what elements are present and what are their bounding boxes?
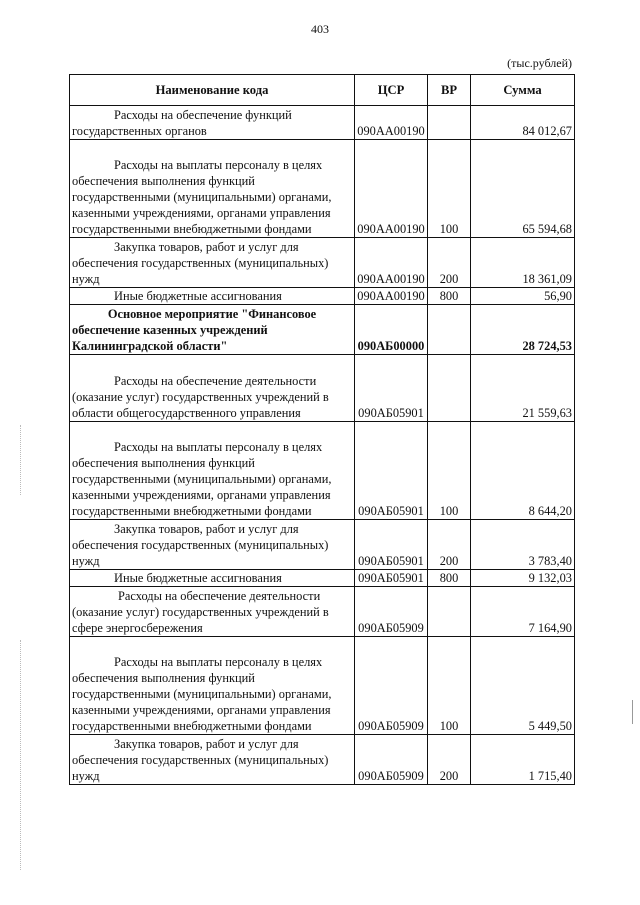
table-row bbox=[70, 106, 575, 140]
cell-name bbox=[70, 637, 355, 735]
table-body bbox=[70, 106, 575, 785]
cell-name-line: Расходы на выплаты персоналу в целях bbox=[114, 655, 323, 669]
table-row bbox=[70, 288, 575, 305]
cell-name bbox=[70, 422, 355, 520]
cell-sum: 56,90 bbox=[471, 288, 575, 305]
scan-margin-mark bbox=[20, 640, 22, 870]
cell-name-line: государственными внебюджетными фондами bbox=[72, 719, 312, 733]
cell-name-line: государственными (муниципальными) органами, bbox=[72, 190, 332, 204]
budget-table bbox=[69, 74, 575, 785]
cell-sum: 5 449,50 bbox=[471, 637, 575, 735]
cell-csr: 090АБ05901 bbox=[355, 422, 428, 520]
table-row bbox=[70, 735, 575, 785]
cell-name-line: обеспечения выполнения функций bbox=[72, 456, 255, 470]
cell-name-line: нужд bbox=[72, 272, 100, 286]
cell-vr: 200 bbox=[428, 520, 471, 570]
scan-margin-mark bbox=[20, 425, 22, 495]
cell-sum: 84 012,67 bbox=[471, 106, 575, 140]
cell-name-line: Расходы на обеспечение функций bbox=[114, 108, 292, 122]
cell-name-line: Расходы на обеспечение деятельности bbox=[118, 589, 321, 603]
table-row bbox=[70, 637, 575, 735]
cell-name bbox=[70, 355, 355, 422]
cell-name-line: Расходы на выплаты персоналу в целях bbox=[114, 440, 323, 454]
cell-sum: 3 783,40 bbox=[471, 520, 575, 570]
cell-name-line: обеспечения выполнения функций bbox=[72, 671, 255, 685]
cell-name bbox=[70, 735, 355, 785]
cell-name-line: обеспечения государственных (муниципальных) bbox=[72, 753, 329, 767]
cell-name-line: казенными учреждениями, органами управления bbox=[72, 488, 331, 502]
cell-name bbox=[70, 570, 355, 587]
cell-csr: 090АА00190 bbox=[355, 288, 428, 305]
cell-name-line: области общегосударственного управления bbox=[72, 406, 301, 420]
cell-vr: 100 bbox=[428, 140, 471, 238]
cell-csr: 090АБ05901 bbox=[355, 570, 428, 587]
cell-name bbox=[70, 520, 355, 570]
cell-name-line: государственных органов bbox=[72, 124, 207, 138]
cell-name-line: Закупка товаров, работ и услуг для bbox=[114, 737, 299, 751]
cell-name-line: нужд bbox=[72, 554, 100, 568]
cell-name-line: обеспечения государственных (муниципальных) bbox=[72, 256, 329, 270]
cell-csr: 090АА00190 bbox=[355, 238, 428, 288]
cell-name-line: Основное мероприятие "Финансовое bbox=[107, 307, 317, 321]
cell-csr: 090АБ05909 bbox=[355, 735, 428, 785]
cell-name bbox=[70, 587, 355, 637]
cell-vr bbox=[428, 106, 471, 140]
cell-sum: 65 594,68 bbox=[471, 140, 575, 238]
table-row bbox=[70, 520, 575, 570]
table-row bbox=[70, 238, 575, 288]
table-row bbox=[70, 422, 575, 520]
table-row bbox=[70, 587, 575, 637]
cell-vr: 800 bbox=[428, 570, 471, 587]
cell-name-line: государственными внебюджетными фондами bbox=[72, 222, 312, 236]
cell-csr: 090АБ05909 bbox=[355, 587, 428, 637]
cell-csr: 090АА00190 bbox=[355, 140, 428, 238]
cell-name bbox=[70, 305, 355, 355]
cell-name-line: обеспечения выполнения функций bbox=[72, 174, 255, 188]
cell-name-line: Расходы на выплаты персоналу в целях bbox=[114, 158, 323, 172]
cell-vr: 800 bbox=[428, 288, 471, 305]
cell-name-line: Иные бюджетные ассигнования bbox=[114, 571, 282, 585]
cell-name-line: Закупка товаров, работ и услуг для bbox=[114, 522, 299, 536]
cell-sum: 9 132,03 bbox=[471, 570, 575, 587]
cell-vr bbox=[428, 587, 471, 637]
units-label: (тыс.рублей) bbox=[507, 56, 572, 70]
cell-csr: 090АБ05901 bbox=[355, 520, 428, 570]
table-header-row bbox=[70, 75, 575, 106]
cell-name-line: государственными внебюджетными фондами bbox=[72, 504, 312, 518]
scan-edge-mark bbox=[632, 700, 634, 724]
cell-vr: 100 bbox=[428, 422, 471, 520]
table-row bbox=[70, 570, 575, 587]
cell-name bbox=[70, 106, 355, 140]
cell-sum: 21 559,63 bbox=[471, 355, 575, 422]
cell-name-line: государственными (муниципальными) органами, bbox=[72, 687, 332, 701]
cell-name bbox=[70, 140, 355, 238]
header-vr: ВР bbox=[428, 75, 471, 106]
cell-vr: 200 bbox=[428, 238, 471, 288]
cell-name bbox=[70, 288, 355, 305]
table-row bbox=[70, 305, 575, 355]
table-row bbox=[70, 140, 575, 238]
cell-sum: 28 724,53 bbox=[471, 305, 575, 355]
header-csr: ЦСР bbox=[355, 75, 428, 106]
cell-name-line: обеспечение казенных учреждений bbox=[72, 323, 268, 337]
cell-name-line: Закупка товаров, работ и услуг для bbox=[114, 240, 299, 254]
cell-name-line: Иные бюджетные ассигнования bbox=[114, 289, 282, 303]
header-sum: Сумма bbox=[471, 75, 575, 106]
cell-vr: 100 bbox=[428, 637, 471, 735]
cell-vr bbox=[428, 355, 471, 422]
cell-csr: 090АБ05909 bbox=[355, 637, 428, 735]
cell-name-line: (оказание услуг) государственных учреждений в bbox=[72, 390, 329, 404]
cell-sum: 7 164,90 bbox=[471, 587, 575, 637]
cell-sum: 18 361,09 bbox=[471, 238, 575, 288]
table-row bbox=[70, 355, 575, 422]
cell-name-line: казенными учреждениями, органами управления bbox=[72, 703, 331, 717]
cell-csr: 090АБ05901 bbox=[355, 355, 428, 422]
page-number: 403 bbox=[311, 22, 329, 36]
cell-csr: 090АБ00000 bbox=[355, 305, 428, 355]
cell-sum: 8 644,20 bbox=[471, 422, 575, 520]
cell-sum: 1 715,40 bbox=[471, 735, 575, 785]
cell-name bbox=[70, 238, 355, 288]
cell-name-line: Расходы на обеспечение деятельности bbox=[114, 374, 317, 388]
cell-name-line: государственными (муниципальными) органами, bbox=[72, 472, 332, 486]
cell-name-line: нужд bbox=[72, 769, 100, 783]
cell-name-line: казенными учреждениями, органами управления bbox=[72, 206, 331, 220]
cell-name-line: обеспечения государственных (муниципальных) bbox=[72, 538, 329, 552]
cell-csr: 090АА00190 bbox=[355, 106, 428, 140]
cell-name-line: Калининградской области" bbox=[72, 339, 228, 353]
cell-name-line: (оказание услуг) государственных учреждений в bbox=[72, 605, 329, 619]
cell-vr bbox=[428, 305, 471, 355]
cell-name-line: сфере энергосбережения bbox=[72, 621, 203, 635]
cell-vr: 200 bbox=[428, 735, 471, 785]
header-name: Наименование кода bbox=[70, 75, 355, 106]
